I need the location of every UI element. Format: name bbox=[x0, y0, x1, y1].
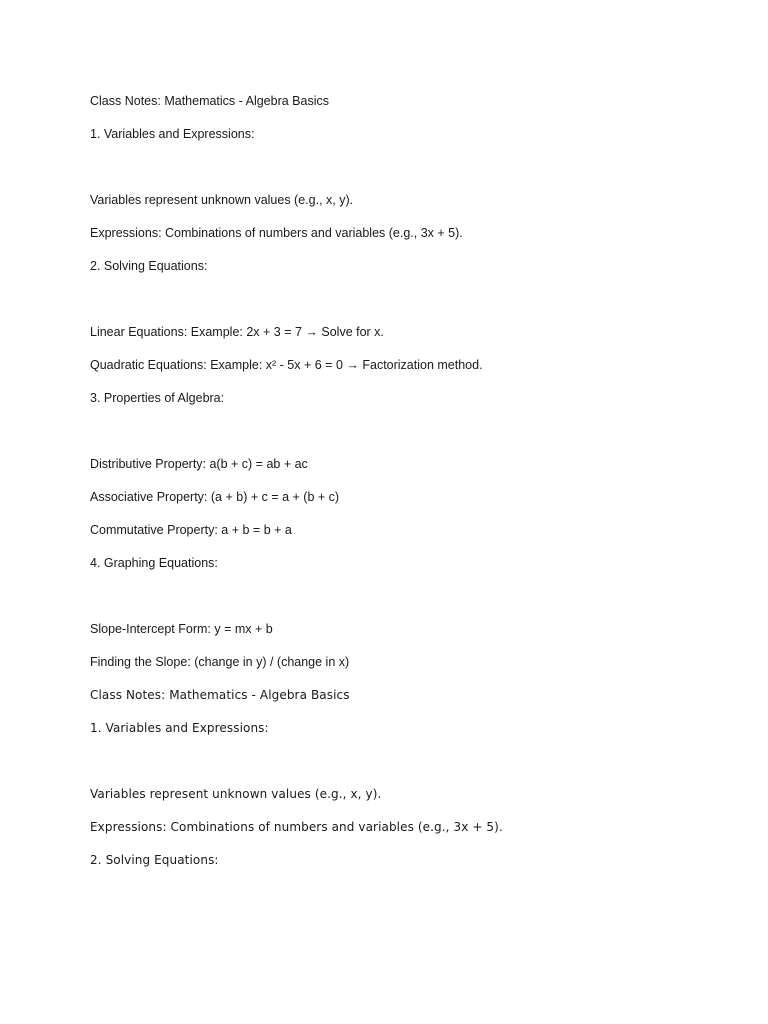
note-line-linear: Linear Equations: Example: 2x + 3 = 7 → Solve for x. bbox=[90, 325, 384, 339]
section-heading-graphing: 4. Graphing Equations: bbox=[90, 556, 218, 570]
note-line-finding-slope: Finding the Slope: (change in y) / (change in x) bbox=[90, 655, 350, 669]
note-line-variables: Variables represent unknown values (e.g., x, y). bbox=[90, 193, 354, 207]
section-heading-solving-repeat: 2. Solving Equations: bbox=[90, 853, 219, 867]
note-line-expressions: Expressions: Combinations of numbers and variables (e.g., 3x + 5). bbox=[90, 226, 463, 240]
note-line-expressions-repeat: Expressions: Combinations of numbers and variables (e.g., 3x + 5). bbox=[90, 820, 503, 834]
note-line-quadratic: Quadratic Equations: Example: x² - 5x + 6 = 0 → Factorization method. bbox=[90, 358, 483, 372]
section-heading-variables-repeat: 1. Variables and Expressions: bbox=[90, 721, 269, 735]
section-heading-variables: 1. Variables and Expressions: bbox=[90, 127, 255, 141]
note-line-distributive: Distributive Property: a(b + c) = ab + ac bbox=[90, 457, 308, 471]
note-line-associative: Associative Property: (a + b) + c = a + (b + c) bbox=[90, 490, 340, 504]
section-heading-solving: 2. Solving Equations: bbox=[90, 259, 208, 273]
note-line-variables-repeat: Variables represent unknown values (e.g., x, y). bbox=[90, 787, 382, 801]
document-title-repeat: Class Notes: Mathematics - Algebra Basics bbox=[90, 688, 350, 702]
section-heading-properties: 3. Properties of Algebra: bbox=[90, 391, 225, 405]
note-line-slope-intercept: Slope-Intercept Form: y = mx + b bbox=[90, 622, 273, 636]
note-line-commutative: Commutative Property: a + b = b + a bbox=[90, 523, 292, 537]
document-title: Class Notes: Mathematics - Algebra Basics bbox=[90, 94, 329, 108]
